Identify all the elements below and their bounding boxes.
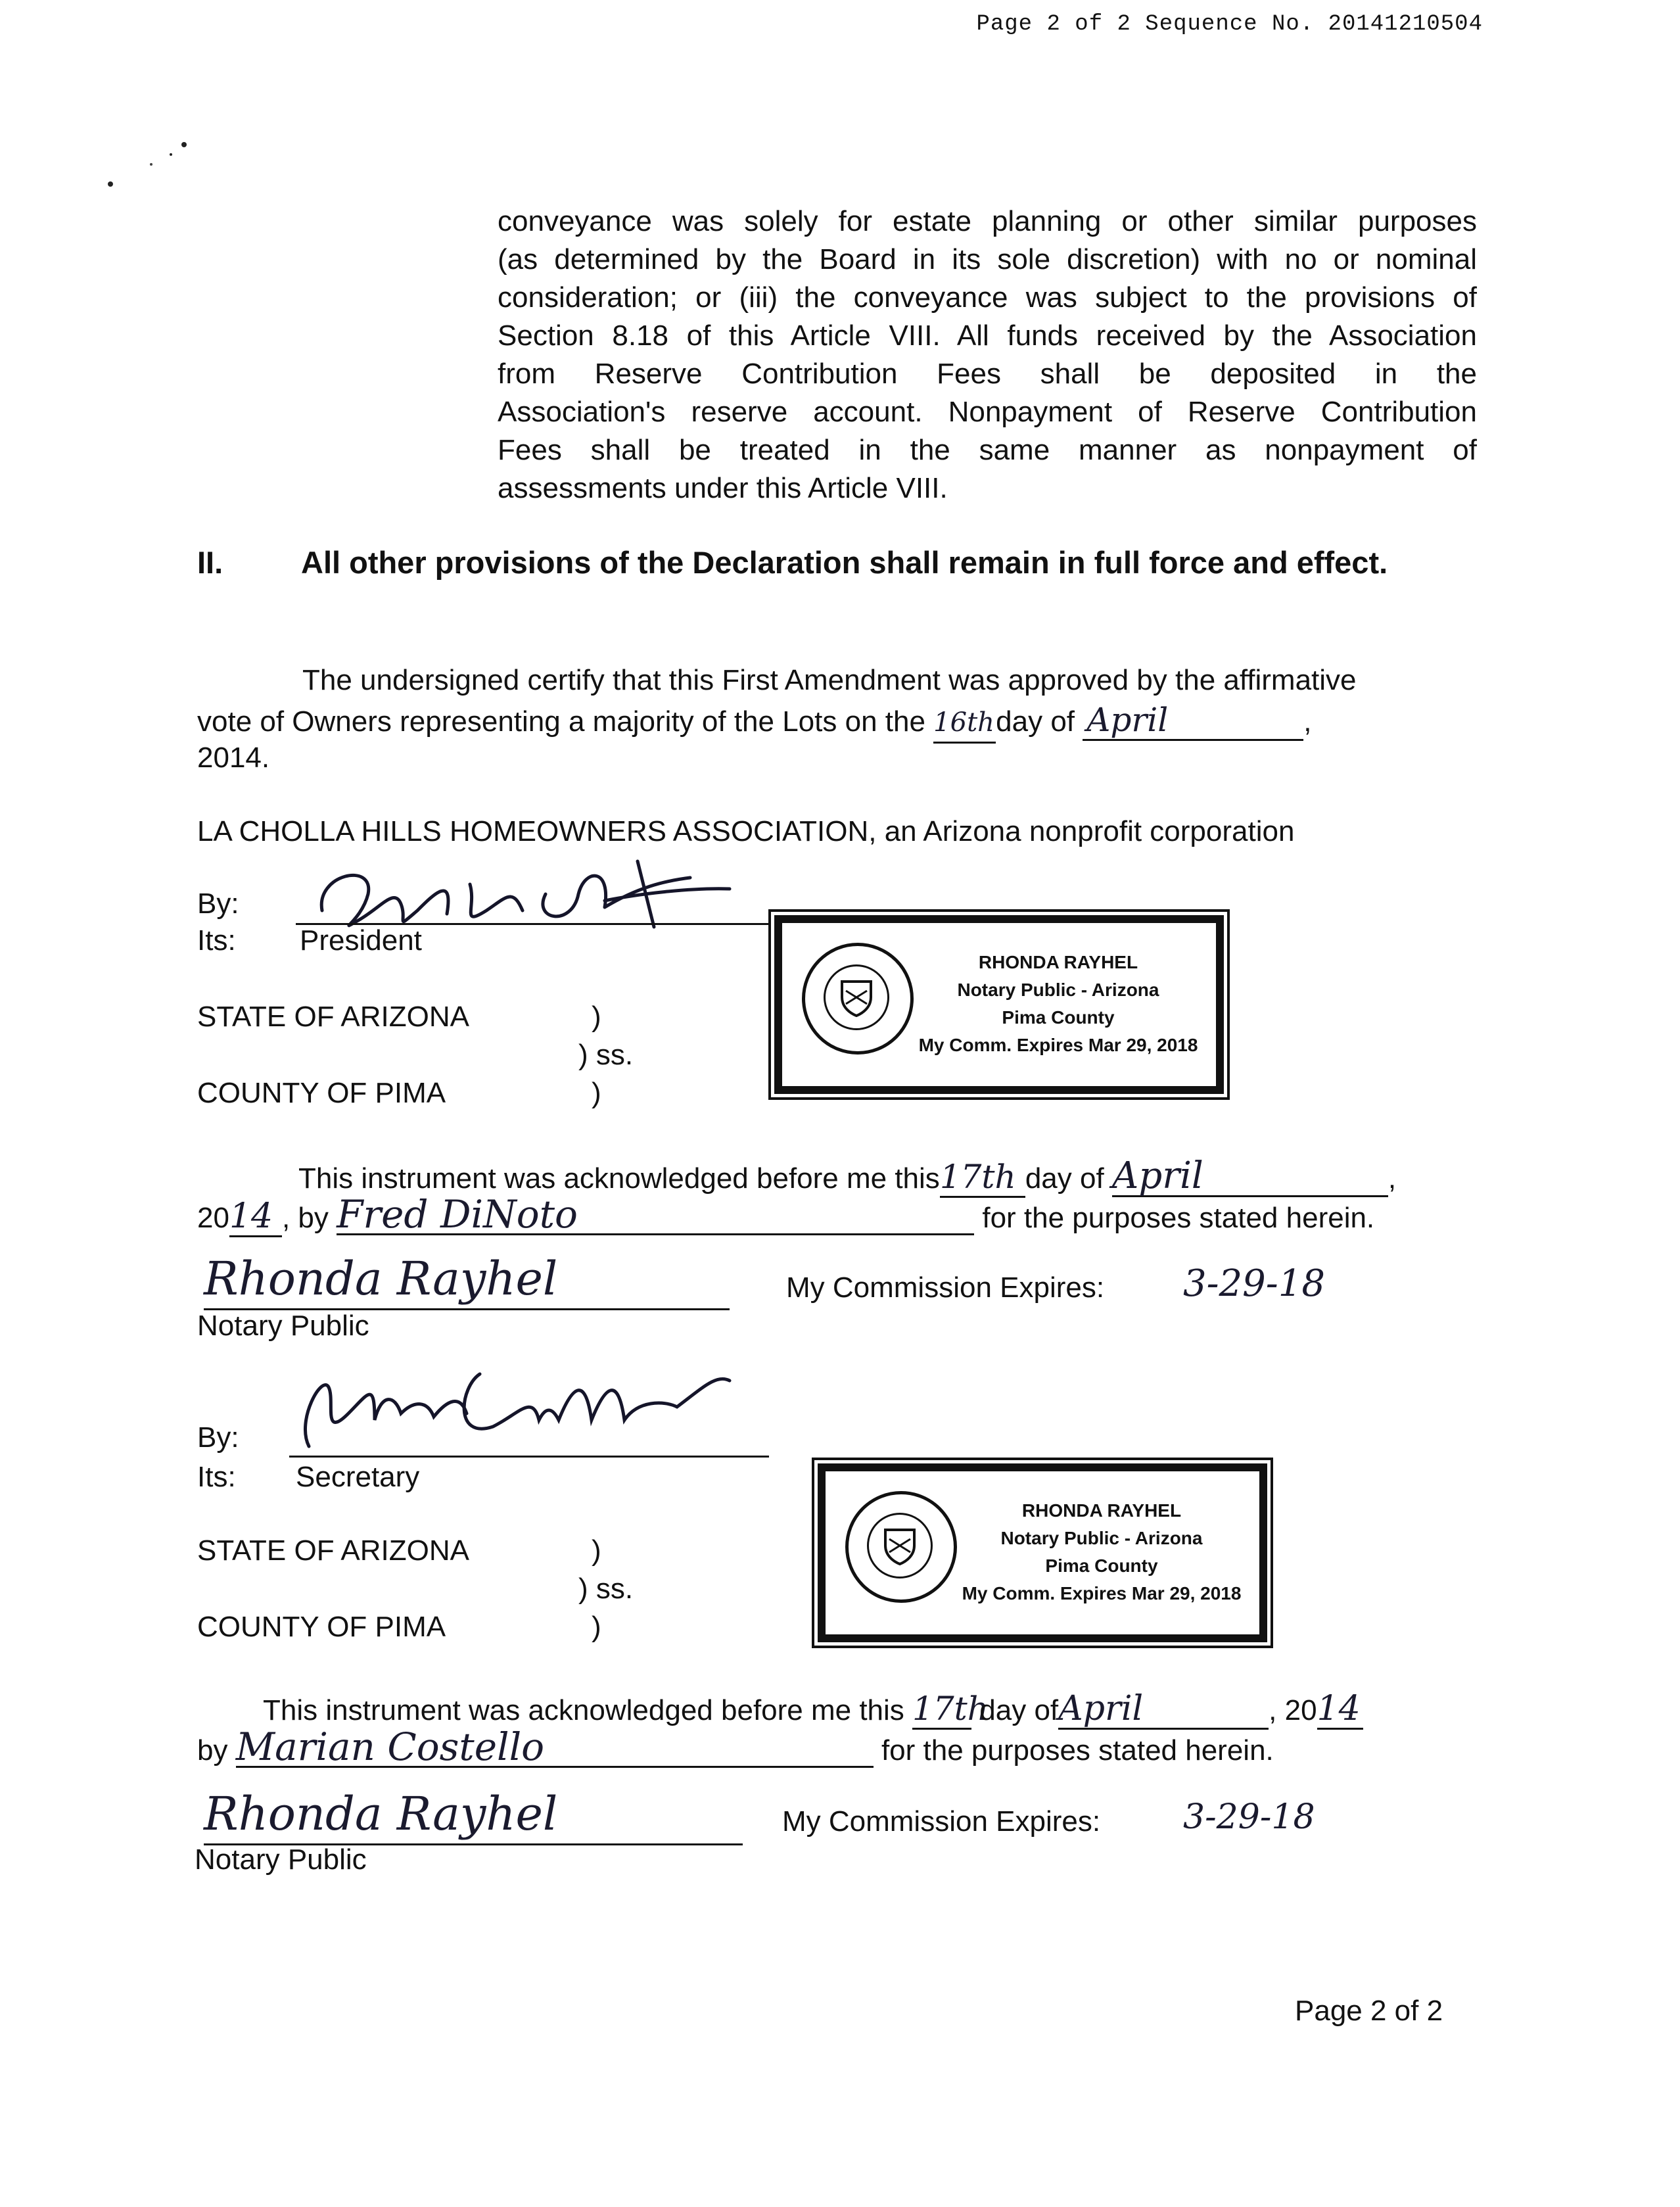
section-text: All other provisions of the Declaration shall remain in full force and effect. xyxy=(301,545,1388,580)
commission-label: My Commission Expires: xyxy=(786,1271,1105,1304)
officer-title: President xyxy=(300,924,422,957)
paren: ) xyxy=(592,1001,601,1033)
stamp-notary-name: RHONDA RAYHEL xyxy=(1021,1500,1182,1521)
commission-date: 3-29-18 xyxy=(1183,1262,1325,1305)
paren: ) xyxy=(592,1611,601,1643)
stamp-notary-name: RHONDA RAYHEL xyxy=(978,952,1138,972)
section-number: II. xyxy=(197,545,223,580)
stamp-line: Pima County xyxy=(1045,1555,1158,1576)
stamp-line: My Comm. Expires Mar 29, 2018 xyxy=(918,1035,1198,1055)
paragraph-line: conveyance was solely for estate planning or other similar purposes xyxy=(498,205,1477,237)
secretary-signature xyxy=(283,1348,756,1459)
continued-paragraph xyxy=(498,202,1477,508)
ss-label: ) ss. xyxy=(578,1573,634,1605)
handwritten-month: April xyxy=(1058,1690,1269,1730)
certification-line1: The undersigned certify that this First Amendment was approved by the affirmative xyxy=(302,664,1357,696)
handwritten-month: April xyxy=(1083,701,1303,741)
notary-stamp xyxy=(774,915,1224,1094)
state-seal-icon xyxy=(845,1491,957,1603)
association-name: LA CHOLLA HILLS HOMEOWNERS ASSOCIATION, an Arizona nonprofit corporation xyxy=(197,815,1295,847)
county-label: COUNTY OF PIMA xyxy=(197,1611,446,1643)
commission-label: My Commission Expires: xyxy=(782,1805,1101,1838)
handwritten-year: 14 xyxy=(1317,1690,1363,1730)
paragraph-line: Fees shall be treated in the same manner as nonpayment of xyxy=(498,434,1477,466)
handwritten-day: 17th xyxy=(912,1690,971,1730)
its-label: Its: xyxy=(197,1461,236,1493)
acknowledgement-by-line: by Marian Costello for the purposes stated herein. xyxy=(197,1724,1274,1769)
signature-line xyxy=(289,1456,769,1458)
handwritten-day: 16th xyxy=(933,703,996,744)
handwritten-day: 17th xyxy=(940,1158,1025,1198)
handwritten-month: April xyxy=(1112,1157,1388,1197)
officer-title: Secretary xyxy=(296,1461,420,1493)
county-label: COUNTY OF PIMA xyxy=(197,1077,446,1109)
handwritten-name: Fred DiNoto xyxy=(337,1195,974,1235)
paragraph-line: from Reserve Contribution Fees shall be deposited in the xyxy=(498,358,1477,390)
commission-date: 3-29-18 xyxy=(1183,1797,1315,1837)
state-seal-icon xyxy=(802,943,914,1055)
stamp-line: Notary Public - Arizona xyxy=(957,980,1159,1000)
paragraph-line: consideration; or (iii) the conveyance was subject to the provisions of xyxy=(498,281,1477,314)
state-label: STATE OF ARIZONA xyxy=(197,1001,469,1033)
notary-stamp xyxy=(818,1463,1267,1642)
paragraph-line: Section 8.18 of this Article VIII. All funds received by the Association xyxy=(498,320,1477,352)
notary-signature: Rhonda Rayhel xyxy=(204,1249,730,1310)
notary-public-label: Notary Public xyxy=(197,1310,369,1342)
by-label: By: xyxy=(197,1421,239,1454)
paragraph-line: Association's reserve account. Nonpayment of Reserve Contribution xyxy=(498,396,1477,428)
ss-label: ) ss. xyxy=(578,1039,634,1071)
certification-year: 2014. xyxy=(197,742,270,774)
handwritten-year: 14 xyxy=(229,1197,282,1237)
by-label: By: xyxy=(197,888,239,920)
acknowledgement-by-line: 2014 , by Fred DiNoto for the purposes stated herein. xyxy=(197,1192,1375,1237)
certification-line2: vote of Owners representing a majority of the Lots on the 16thday of April , xyxy=(197,701,1485,744)
paren: ) xyxy=(592,1077,601,1109)
notary-signature: Rhonda Rayhel xyxy=(204,1784,743,1845)
stamp-line: Notary Public - Arizona xyxy=(1000,1528,1203,1548)
notary-public-label: Notary Public xyxy=(195,1843,367,1876)
acknowledgement-line: This instrument was acknowledged before me this 17th day ofApril , 2014 xyxy=(263,1690,1363,1730)
acknowledgement-line: This instrument was acknowledged before me this17th day of April , xyxy=(298,1154,1397,1197)
sequence-header: Page 2 of 2 Sequence No. 20141210504 xyxy=(976,12,1483,37)
state-label: STATE OF ARIZONA xyxy=(197,1534,469,1567)
paragraph-line: assessments under this Article VIII. xyxy=(498,472,948,504)
stamp-line: My Comm. Expires Mar 29, 2018 xyxy=(962,1583,1242,1603)
scan-specks xyxy=(105,135,197,194)
stamp-line: Pima County xyxy=(1002,1007,1115,1028)
its-label: Its: xyxy=(197,924,236,957)
handwritten-name: Marian Costello xyxy=(236,1728,874,1768)
paragraph-line: (as determined by the Board in its sole discretion) with no or nominal xyxy=(498,243,1477,275)
page-number: Page 2 of 2 xyxy=(1295,1995,1443,2027)
paren: ) xyxy=(592,1534,601,1567)
